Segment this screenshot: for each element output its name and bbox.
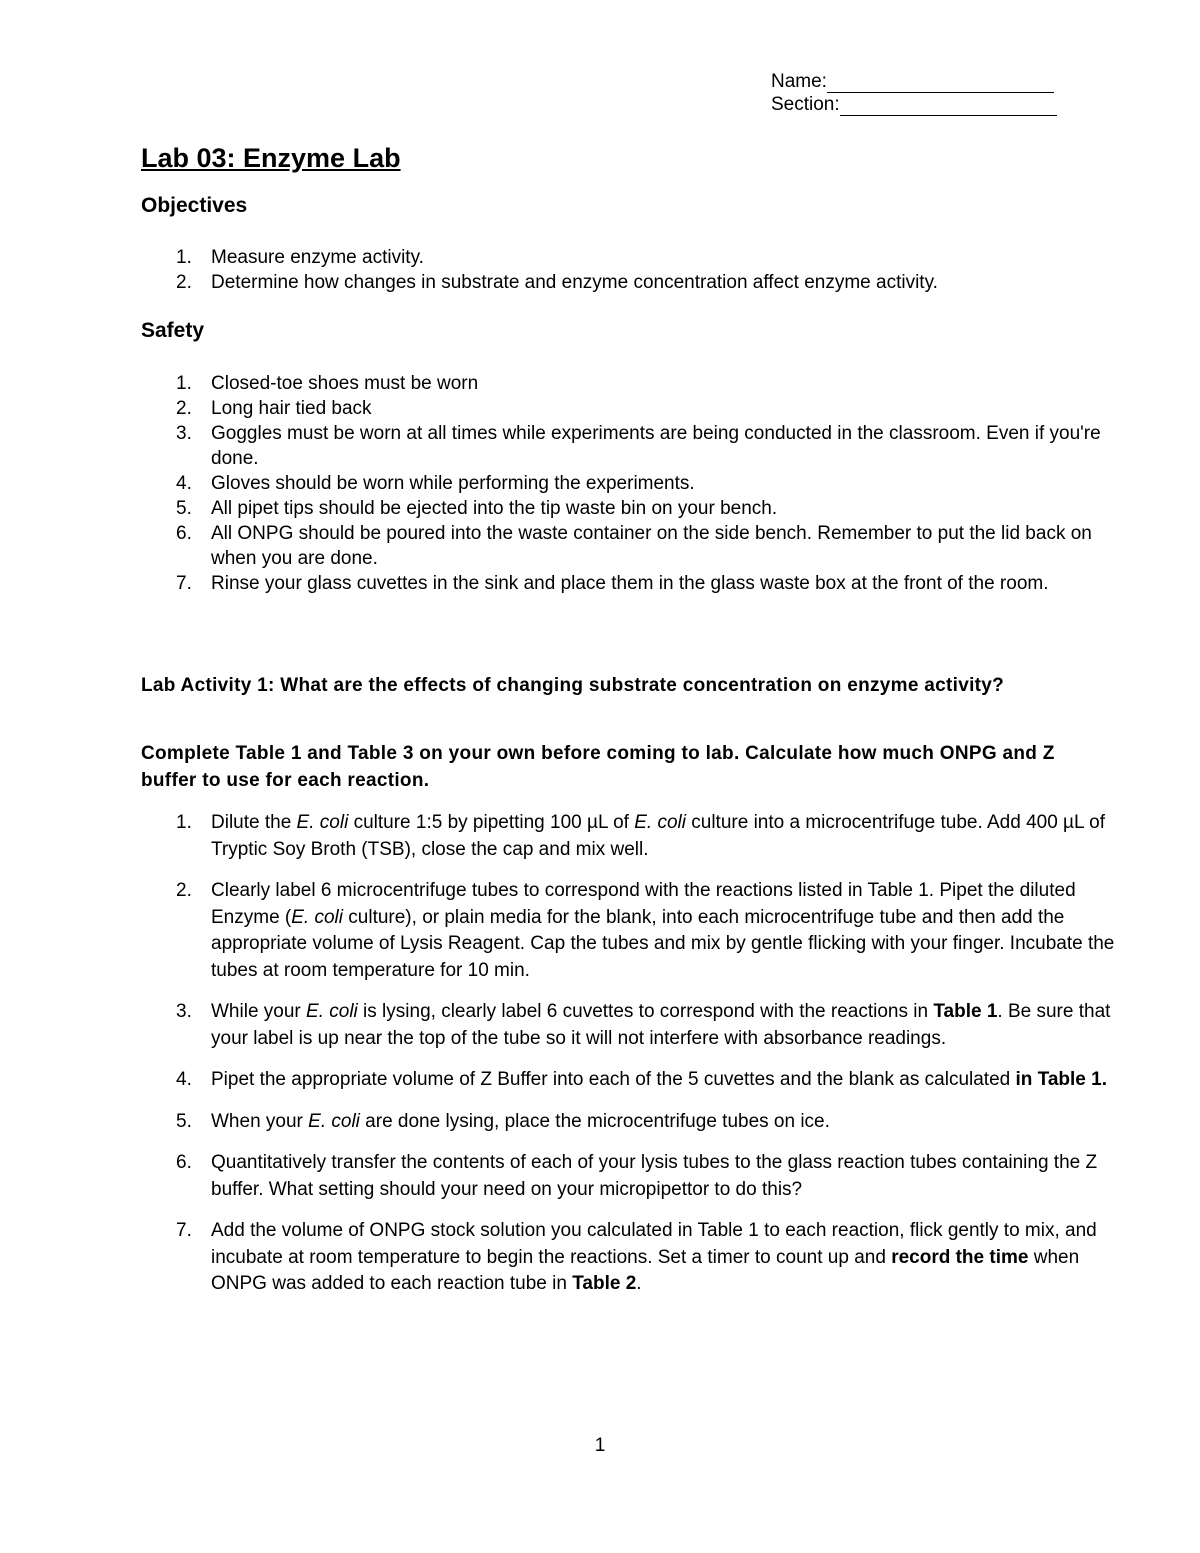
list-item-number: 1. (176, 373, 192, 394)
list-item (141, 999, 1131, 1052)
list-item-text: While your E. coli is lysing, clearly label 6 cuvettes to correspond with the reactions in Table 1. Be sure that your label is up near the top of the tube so it will not interfere with absorbance readings. (211, 1001, 1111, 1049)
list-item (141, 496, 1131, 521)
activity-instruction: Complete Table 1 and Table 3 on your own before coming to lab. Calculate how much ONPG and Z buffer to use for each reaction. (141, 743, 1055, 791)
list-item-number: 6. (176, 1152, 192, 1173)
activity-heading: Lab Activity 1: What are the effects of changing substrate concentration on enzyme activity? (141, 675, 1005, 696)
list-item-number: 7. (176, 573, 192, 594)
section-field-row (771, 93, 1057, 116)
list-item (141, 810, 1131, 863)
list-item-number: 5. (176, 498, 192, 519)
list-item (141, 421, 1131, 471)
safety-list (141, 371, 1131, 596)
procedure-steps (141, 810, 1131, 1313)
list-item-number: 1. (176, 812, 192, 833)
objectives-heading: Objectives (141, 194, 248, 217)
safety-heading: Safety (141, 319, 205, 342)
page-number: 1 (594, 1435, 606, 1456)
list-item-number: 3. (176, 423, 192, 444)
name-label: Name: (771, 71, 827, 92)
list-item-number: 4. (176, 473, 192, 494)
list-item-text: Gloves should be worn while performing the experiments. (211, 473, 695, 494)
list-item (141, 396, 1131, 421)
list-item (141, 571, 1131, 596)
list-item-number: 2. (176, 398, 192, 419)
list-item-number: 5. (176, 1110, 192, 1132)
list-item (141, 878, 1131, 984)
list-item (141, 270, 1131, 295)
list-item (141, 371, 1131, 396)
list-item-text: Measure enzyme activity. (211, 247, 424, 268)
list-item-text: Goggles must be worn at all times while experiments are being conducted in the classroom. Even if you're done. (211, 423, 1101, 469)
list-item-number: 2. (176, 272, 192, 293)
list-item (141, 245, 1131, 270)
list-item-text: Rinse your glass cuvettes in the sink and place them in the glass waste box at the front of the room. (211, 573, 1049, 594)
list-item-text: Add the volume of ONPG stock solution you calculated in Table 1 to each reaction, flick gently to mix, and incubate at room temperature to begin the reactions. Set a timer to count up and record the time when ONPG was added to each reaction tube in Table 2. (211, 1220, 1097, 1294)
list-item-number: 7. (176, 1220, 192, 1241)
list-item (141, 521, 1131, 571)
list-item-text: Closed-toe shoes must be worn (211, 373, 479, 394)
page-title: Lab 03: Enzyme Lab (141, 143, 401, 173)
student-info-fields (771, 70, 1057, 116)
list-item-number: 4. (176, 1069, 192, 1090)
list-item (141, 1218, 1131, 1298)
list-item-text: Dilute the E. coli culture 1:5 by pipetting 100 µL of E. coli culture into a microcentrifuge tube. Add 400 µL of Tryptic Soy Broth (TSB), close the cap and mix well. (211, 812, 1105, 860)
list-item-text: Clearly label 6 microcentrifuge tubes to correspond with the reactions listed in Table 1. Pipet the diluted Enzyme (E. coli culture), or plain media for the blank, into each microcentrifuge tube and then add the appropriate volume of Lysis Reagent. Cap the tubes and mix by gentle flicking with your finger. Incubate the tubes at room temperature for 10 min. (211, 880, 1115, 981)
list-item (141, 1150, 1131, 1203)
list-item-text: All ONPG should be poured into the waste container on the side bench. Remember to put the lid back on when you are done. (211, 523, 1092, 569)
section-label: Section: (771, 94, 840, 115)
list-item-number: 3. (176, 1001, 192, 1022)
list-item-text: All pipet tips should be ejected into the tip waste bin on your bench. (211, 498, 778, 519)
objectives-list (141, 245, 1131, 295)
list-item-text: Determine how changes in substrate and enzyme concentration affect enzyme activity. (211, 272, 938, 293)
list-item (141, 471, 1131, 496)
name-field-row (771, 70, 1057, 93)
list-item-number: 6. (176, 523, 192, 544)
list-item-text: Quantitatively transfer the contents of each of your lysis tubes to the glass reaction tubes containing the Z buffer. What setting should your need on your micropipettor to do this? (211, 1152, 1098, 1200)
list-item-text: Pipet the appropriate volume of Z Buffer into each of the 5 cuvettes and the blank as calculated in Table 1. (211, 1069, 1108, 1090)
list-item-number: 2. (176, 880, 192, 901)
section-blank-line[interactable] (840, 97, 1057, 116)
list-item-text: Long hair tied back (211, 398, 372, 419)
name-blank-line[interactable] (827, 74, 1054, 93)
list-item (141, 1067, 1131, 1094)
list-item-text: When your E. coli are done lysing, place the microcentrifuge tubes on ice. (211, 1110, 830, 1132)
list-item (141, 1109, 1131, 1136)
list-item-number: 1. (176, 247, 192, 268)
